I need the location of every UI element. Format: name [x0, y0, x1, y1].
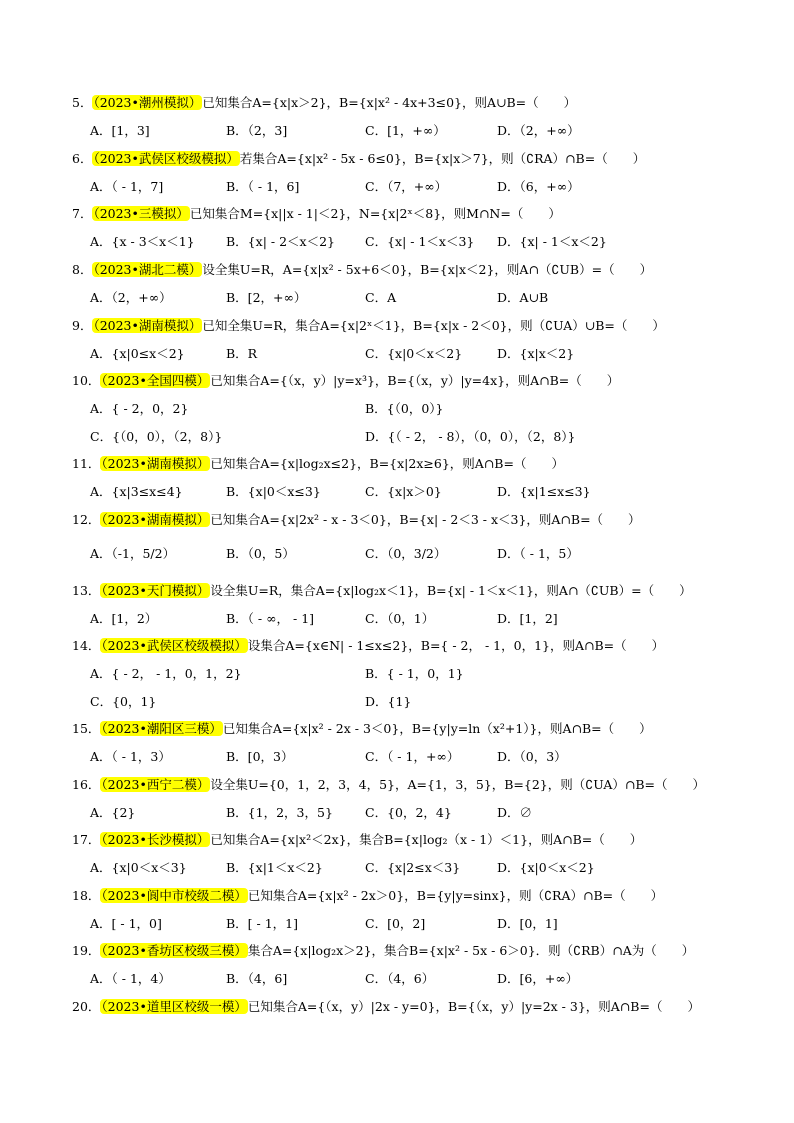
source-tag: （2023•潮州模拟）	[93, 95, 202, 110]
question-7	[72, 205, 561, 223]
option-d: D．[6，+∞）	[497, 971, 579, 986]
option-c: C．[1，+∞）	[365, 123, 446, 138]
question-number: 16．	[72, 777, 101, 792]
option-d: D．（ - 1，5）	[497, 546, 579, 561]
option-c: C．{0，1}	[90, 694, 157, 709]
question-number: 17．	[72, 832, 101, 847]
question-stem: 已知集合A={（x，y）|2x - y=0}，B={（x，y）|y=2x - 3}，则A∩B=（ ）	[247, 999, 700, 1014]
source-tag: （2023•全国四模）	[101, 373, 210, 388]
question-12	[72, 511, 641, 529]
option-a: A．{x|0＜x＜3}	[90, 860, 187, 875]
option-b: B．（ - 1，6]	[226, 179, 300, 194]
option-c: C．[0，2]	[365, 916, 426, 931]
option-d: D．[0，1]	[497, 916, 558, 931]
question-16	[72, 776, 705, 794]
question-8	[72, 261, 652, 279]
option-c: C．（4，6）	[365, 971, 435, 986]
option-b: B．[ - 1，1]	[226, 916, 299, 931]
option-d: D．（2，+∞）	[497, 123, 580, 138]
option-d: D．（6，+∞）	[497, 179, 580, 194]
option-b: B．{ - 1，0，1}	[365, 666, 464, 681]
option-b: B．{x| - 2＜x＜2}	[226, 234, 335, 249]
source-tag: （2023•西宁二模）	[101, 777, 210, 792]
option-a: A．{x|0≤x＜2}	[90, 346, 185, 361]
question-20	[72, 998, 700, 1016]
question-number: 12．	[72, 512, 101, 527]
option-a: A．（ - 1，3）	[90, 749, 171, 764]
option-c: C．（0，1）	[365, 611, 435, 626]
question-stem: 已知集合M={x||x - 1|＜2}，N={x|2ˣ＜8}，则M∩N=（ ）	[189, 206, 561, 221]
option-b: B．R	[226, 346, 258, 361]
option-c: C．A	[365, 290, 397, 305]
option-d: D．（0，3）	[497, 749, 567, 764]
source-tag: （2023•武侯区校级模拟）	[93, 151, 239, 166]
source-tag: （2023•道里区校级一模）	[101, 999, 247, 1014]
option-c: C．{x| - 1＜x＜3}	[365, 234, 475, 249]
question-number: 8．	[72, 262, 93, 277]
option-d: D．{x|0＜x＜2}	[497, 860, 595, 875]
option-c: C．{0，2，4}	[365, 805, 452, 820]
question-stem: 集合A={x|log₂x＞2}，集合B={x|x² - 5x - 6＞0}．则（∁RB）∩A为（ ）	[247, 943, 695, 958]
option-a: A．[1，3]	[90, 123, 150, 138]
source-tag: （2023•长沙模拟）	[101, 832, 210, 847]
question-number: 20．	[72, 999, 101, 1014]
question-number: 15．	[72, 721, 101, 736]
option-d: D．{x|1≤x≤3}	[497, 484, 591, 499]
option-d: D．[1，2]	[497, 611, 558, 626]
option-a: A．{x - 3＜x＜1}	[90, 234, 195, 249]
question-number: 5．	[72, 95, 93, 110]
question-stem: 已知集合A={x|x＞2}，B={x|x² - 4x+3≤0}，则A∪B=（ ）	[202, 95, 577, 110]
option-d: D．A∪B	[497, 290, 549, 305]
question-17	[72, 831, 642, 849]
question-stem: 已知集合A={x|log₂x≤2}，B={x|2x≥6}，则A∩B=（ ）	[210, 456, 564, 471]
option-b: B．{（0，0）}	[365, 401, 444, 416]
source-tag: （2023•阆中市校级二模）	[101, 888, 247, 903]
option-a: A．{ - 2， - 1，0，1，2}	[90, 666, 242, 681]
question-5	[72, 94, 576, 112]
question-9	[72, 317, 665, 335]
option-c: C．{x|0＜x＜2}	[365, 346, 463, 361]
question-stem: 已知集合A={x|2x² - x - 3＜0}，B={x| - 2＜3 - x＜3}，则A∩B=（ ）	[210, 512, 641, 527]
option-a: A．（2，+∞）	[90, 290, 172, 305]
question-14	[72, 637, 664, 655]
source-tag: （2023•潮阳区三模）	[101, 721, 222, 736]
source-tag: （2023•湖南模拟）	[101, 456, 210, 471]
question-number: 7．	[72, 206, 93, 221]
question-number: 18．	[72, 888, 101, 903]
question-stem: 设全集U=R，集合A={x|log₂x＜1}，B={x| - 1＜x＜1}，则A∩（∁UB）=（ ）	[210, 583, 692, 598]
question-19	[72, 942, 694, 960]
option-a: A．{ - 2，0，2}	[90, 401, 189, 416]
option-c: C．（ - 1，+∞）	[365, 749, 460, 764]
option-b: B．（ - ∞， - 1]	[226, 611, 315, 626]
question-6	[72, 150, 645, 168]
option-a: A．（ - 1，4）	[90, 971, 171, 986]
option-d: D．{x| - 1＜x＜2}	[497, 234, 607, 249]
option-b: B．（4，6]	[226, 971, 288, 986]
question-stem: 若集合A={x|x² - 5x - 6≤0}，B={x|x＞7}，则（∁RA）∩B=（ ）	[239, 151, 646, 166]
option-a: A．{x|3≤x≤4}	[90, 484, 183, 499]
question-number: 14．	[72, 638, 101, 653]
question-number: 10．	[72, 373, 101, 388]
option-b: B．{x|0＜x≤3}	[226, 484, 321, 499]
question-stem: 设集合A={x∈N| - 1≤x≤2}，B={ - 2， - 1，0，1}，则A∩B=（ ）	[247, 638, 665, 653]
question-stem: 已知集合A={x|x² - 2x - 3＜0}，B={y|y=ln（x²+1）}，则A∩B=（ ）	[222, 721, 652, 736]
question-number: 9．	[72, 318, 93, 333]
question-stem: 已知集合A={x|x²＜2x}，集合B={x|log₂（x - 1）＜1}，则A∩B=（ ）	[210, 832, 643, 847]
option-c: C．{x|2≤x＜3}	[365, 860, 461, 875]
question-10	[72, 372, 619, 390]
question-15	[72, 720, 652, 738]
question-stem: 设全集U=R，A={x|x² - 5x+6＜0}，B={x|x＜2}，则A∩（∁UB）=（ ）	[202, 262, 653, 277]
option-a: A．[ - 1，0]	[90, 916, 162, 931]
question-18	[72, 887, 663, 905]
option-b: B．（0，5）	[226, 546, 295, 561]
source-tag: （2023•武侯区校级模拟）	[101, 638, 247, 653]
source-tag: （2023•湖南模拟）	[93, 318, 202, 333]
option-b: B．{1，2，3，5}	[226, 805, 333, 820]
question-11	[72, 455, 564, 473]
option-b: B．[2，+∞）	[226, 290, 307, 305]
question-stem: 已知全集U=R，集合A={x|2ˣ＜1}，B={x|x - 2＜0}，则（∁UA）∪B=（ ）	[202, 318, 665, 333]
option-b: B．（2，3]	[226, 123, 288, 138]
source-tag: （2023•天门模拟）	[101, 583, 210, 598]
option-c: C．{（0，0），（2，8）}	[90, 429, 223, 444]
source-tag: （2023•三模拟）	[93, 206, 189, 221]
question-number: 19．	[72, 943, 101, 958]
option-d: D．{（ - 2， - 8），（0，0），（2，8）}	[365, 429, 576, 444]
option-b: B．[0，3）	[226, 749, 294, 764]
question-stem: 设全集U={0，1，2，3，4，5}，A={1，3，5}，B={2}，则（∁UA）∩B=（ ）	[210, 777, 706, 792]
question-13	[72, 582, 692, 600]
question-stem: 已知集合A={x|x² - 2x＞0}，B={y|y=sinx}，则（∁RA）∩B=（ ）	[247, 888, 664, 903]
question-stem: 已知集合A={（x，y）|y=x³}，B={（x，y）|y=4x}，则A∩B=（ ）	[210, 373, 620, 388]
option-b: B．{x|1＜x＜2}	[226, 860, 323, 875]
option-a: A．[1，2）	[90, 611, 158, 626]
option-d: D．{1}	[365, 694, 412, 709]
source-tag: （2023•湖北二模）	[93, 262, 202, 277]
option-c: C．（7，+∞）	[365, 179, 448, 194]
option-d: D．∅	[497, 805, 533, 820]
option-a: A．{2}	[90, 805, 136, 820]
question-number: 11．	[72, 456, 101, 471]
question-number: 6．	[72, 151, 93, 166]
option-c: C．（0，3/2）	[365, 546, 447, 561]
option-c: C．{x|x＞0}	[365, 484, 442, 499]
source-tag: （2023•香坊区校级三模）	[101, 943, 247, 958]
source-tag: （2023•湖南模拟）	[101, 512, 210, 527]
question-number: 13．	[72, 583, 101, 598]
option-a: A．（ - 1，7]	[90, 179, 164, 194]
option-a: A．（-1，5/2）	[90, 546, 176, 561]
option-d: D．{x|x＜2}	[497, 346, 575, 361]
